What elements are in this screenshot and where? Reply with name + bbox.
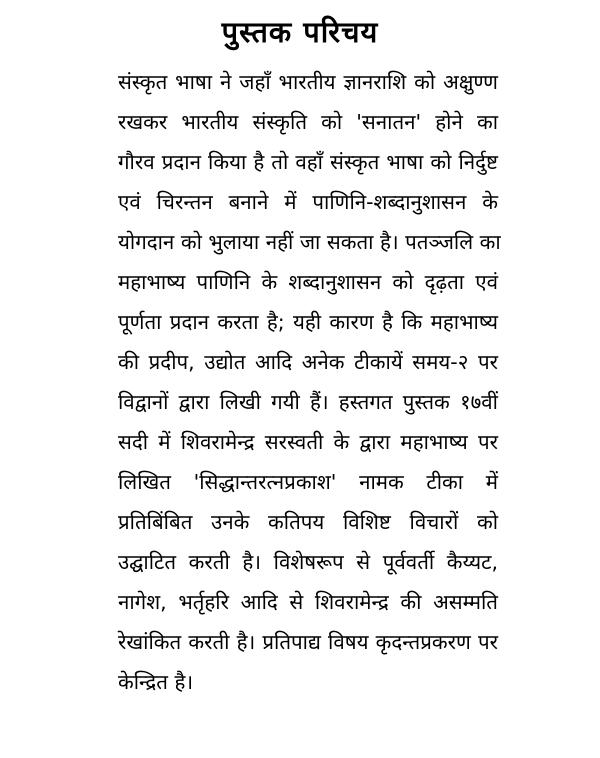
paragraph-line: नागेश, भर्तृहरि आदि से शिवरामेन्द्र की असम्मति	[118, 590, 498, 614]
paragraph-line: गौरव प्रदान किया है तो वहाँ संस्कृत भाषा को निर्दुष्ट	[118, 150, 498, 174]
paragraph-line: लिखित 'सिद्धान्तरत्नप्रकाश' नामक टीका में	[118, 470, 498, 494]
paragraph-line: रेखांकित करती है। प्रतिपाद्य विषय कृदन्तप्रकरण पर	[118, 630, 498, 654]
paragraph-line: केन्द्रित है।	[118, 670, 194, 694]
paragraph-line: उद्घाटित करती है। विशेषरूप से पूर्ववर्ती कैय्यट,	[118, 550, 498, 574]
paragraph-line: विद्वानों द्वारा लिखी गयी हैं। हस्तगत पुस्तक १७वीं	[118, 390, 498, 414]
paragraph-line: योगदान को भुलाया नहीं जा सकता है। पतञ्जलि का	[118, 230, 501, 254]
paragraph-line: पूर्णता प्रदान करता है; यही कारण है कि महाभाष्य	[118, 310, 498, 334]
introduction-paragraph	[118, 62, 501, 702]
paragraph-line: महाभाष्य पाणिनि के शब्दानुशासन को दृढ़ता एवं	[118, 270, 498, 294]
paragraph-line: की प्रदीप, उद्योत आदि अनेक टीकायें समय-२ पर	[118, 350, 498, 374]
paragraph-line: सदी में शिवरामेन्द्र सरस्वती के द्वारा महाभाष्य पर	[118, 430, 498, 454]
paragraph-line: प्रतिबिंबित उनके कतिपय विशिष्ट विचारों को	[118, 510, 498, 534]
paragraph-line: संस्कृत भाषा ने जहाँ भारतीय ज्ञानराशि को अक्षुण्ण	[118, 70, 498, 94]
paragraph-line: रखकर भारतीय संस्कृति को 'सनातन' होने का	[118, 110, 498, 134]
page-title: पुस्तक परिचय	[221, 15, 379, 49]
paragraph-line: एवं चिरन्तन बनाने में पाणिनि-शब्दानुशासन के	[118, 190, 498, 214]
